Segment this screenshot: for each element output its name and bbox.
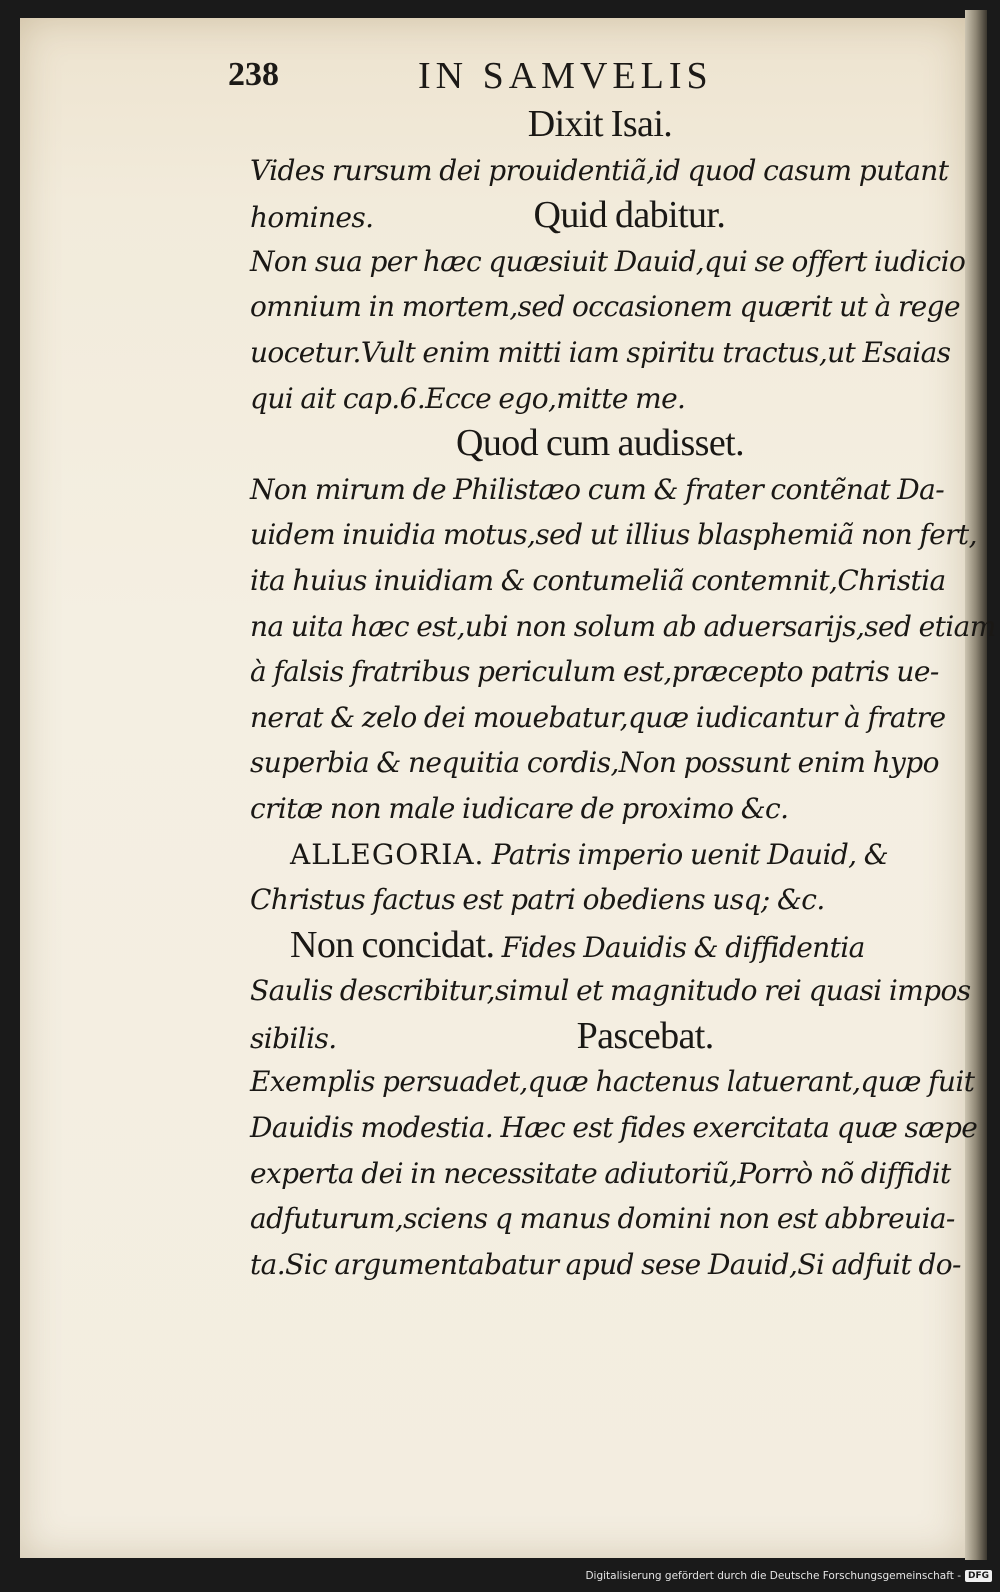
text-line bbox=[250, 695, 950, 741]
text-run: uocetur.Vult enim mitti iam spiritu tractus,ut Esaias bbox=[250, 335, 951, 369]
page-header bbox=[228, 50, 948, 110]
text-line bbox=[250, 239, 966, 285]
text-line bbox=[250, 877, 950, 923]
text-line bbox=[250, 1151, 950, 1197]
text-run: qui ait cap.6.Ecce ego,mitte me. bbox=[250, 381, 686, 415]
text-line bbox=[250, 376, 950, 422]
text-run: na uita hæc est,ubi non solum ab aduersarijs,sed etiam bbox=[250, 609, 996, 643]
text-run: experta dei in necessitate adiutoriũ,Porrò nõ diffidit bbox=[250, 1156, 951, 1190]
text-line bbox=[250, 421, 950, 467]
text-run: Non mirum de Philistæo cum & frater contẽnat Da- bbox=[250, 472, 945, 506]
text-run: superbia & nequitia cordis,Non possunt enim hypo bbox=[250, 746, 939, 780]
text-line bbox=[250, 649, 950, 695]
running-head: IN SAMVELIS bbox=[418, 55, 713, 97]
text-line bbox=[250, 330, 950, 376]
text-run: ta.Sic argumentabatur apud sese Dauid,Si adfuit do- bbox=[250, 1247, 961, 1281]
text-line bbox=[250, 1105, 978, 1151]
text-line bbox=[250, 740, 950, 786]
text-line bbox=[250, 923, 950, 969]
text-run: Dauidis modestia. Hæc est fides exercitata quæ sæpe bbox=[250, 1111, 978, 1145]
text-run: sibilis. bbox=[250, 1021, 337, 1055]
text-run: nerat & zelo dei mouebatur,quæ iudicantur à fratre bbox=[250, 700, 946, 734]
text-run: Saulis describitur,simul et magnitudo rei quasi impos bbox=[250, 974, 971, 1008]
text-line bbox=[250, 1014, 950, 1060]
text-line bbox=[250, 193, 950, 239]
text-line bbox=[250, 786, 950, 832]
text-run: ita huius inuidiam & contumeliã contemnit,Christia bbox=[250, 563, 946, 597]
text-line bbox=[250, 467, 950, 513]
text-run: à falsis fratribus periculum est,præcepto patris ue- bbox=[250, 655, 939, 689]
text-run: omnium in mortem,sed occasionem quærit ut à rege bbox=[250, 290, 960, 324]
text-run: critæ non male iudicare de proximo &c. bbox=[250, 791, 789, 825]
text-run: Patris imperio uenit Dauid, & bbox=[484, 837, 889, 871]
page-number: 238 bbox=[228, 56, 279, 93]
text-run: Non sua per hæc quæsiuit Dauid,qui se offert iudicio bbox=[250, 244, 966, 278]
text-run: Christus factus est patri obediens usq; &c. bbox=[250, 883, 825, 917]
text-line bbox=[250, 558, 950, 604]
section-heading: Non concidat. bbox=[290, 923, 495, 966]
footer-credit bbox=[585, 1564, 992, 1588]
section-heading: Quod cum audisset. bbox=[456, 422, 744, 465]
text-line bbox=[250, 604, 996, 650]
page-edge bbox=[965, 10, 987, 1560]
text-run: adfuturum,sciens q manus domini non est abbreuia- bbox=[250, 1202, 955, 1236]
text-line bbox=[250, 832, 950, 878]
body-text bbox=[250, 102, 996, 1287]
text-run: uidem inuidia motus,sed ut illius blasphemiã non fert, bbox=[250, 518, 977, 552]
dfg-logo: DFG bbox=[965, 1570, 992, 1582]
text-line bbox=[250, 102, 950, 148]
allegoria-label: ALLEGORIA. bbox=[290, 837, 485, 871]
text-line bbox=[250, 284, 960, 330]
text-run: Fides Dauidis & diffidentia bbox=[494, 930, 865, 964]
text-line bbox=[250, 512, 977, 558]
text-line bbox=[250, 1196, 955, 1242]
text-run: Vides rursum dei prouidentiã,id quod casum putant bbox=[250, 153, 949, 187]
section-heading: Dixit Isai. bbox=[527, 103, 673, 145]
text-line bbox=[250, 148, 950, 194]
section-heading: Quid dabitur. bbox=[533, 194, 726, 237]
text-line bbox=[250, 1242, 961, 1288]
text-line bbox=[250, 968, 971, 1014]
text-line bbox=[250, 1059, 975, 1105]
text-run: Exemplis persuadet,quæ hactenus latuerant,quæ fuit bbox=[250, 1065, 975, 1099]
text-run: homines. bbox=[250, 201, 374, 235]
section-heading: Pascebat. bbox=[576, 1014, 714, 1057]
footer-text: Digitalisierung gefördert durch die Deutsche Forschungsgemeinschaft - bbox=[585, 1570, 961, 1582]
